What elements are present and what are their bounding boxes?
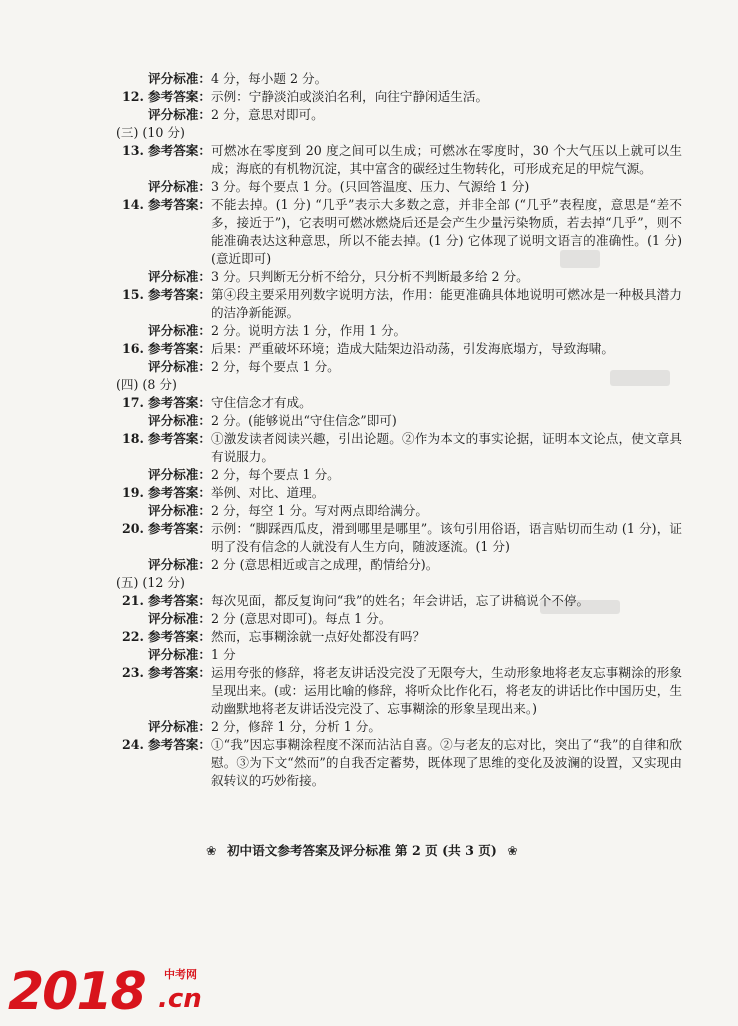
answer-text: ①激发读者阅读兴趣，引出论题。②作为本文的事实论据，证明本文论点，使文章具有说服力。 <box>210 431 682 464</box>
scoring-21 <box>122 610 682 628</box>
scoring-label: 评分标准： <box>148 71 211 86</box>
scoring-label: 评分标准： <box>148 323 211 338</box>
answer-text: 然而，忘事糊涂就一点好处都没有吗？ <box>210 629 426 644</box>
scoring-text: 3 分。每个要点 1 分。(只回答温度、压力、气源给 1 分) <box>210 179 530 194</box>
answer-label: 参考答案： <box>148 665 211 680</box>
question-number: 14. <box>122 197 144 212</box>
section-title: (四) (8 分) <box>116 377 177 392</box>
answer-17 <box>122 394 682 412</box>
answer-content <box>116 70 682 790</box>
answer-label: 参考答案： <box>148 431 211 446</box>
question-number: 17. <box>122 395 144 410</box>
scoring-text: 2 分，每空 1 分。写对两点即给满分。 <box>210 503 428 518</box>
answer-label: 参考答案： <box>148 341 211 356</box>
scoring-16 <box>122 358 682 376</box>
answer-label: 参考答案： <box>148 287 211 302</box>
scoring-label: 评分标准： <box>148 647 211 662</box>
question-number: 23. <box>122 665 144 680</box>
scoring-text: 2 分 (意思相近或言之成理，酌情给分)。 <box>210 557 439 572</box>
logo-number: 2018 <box>8 962 145 1022</box>
logo-subtitle: 中考网 <box>164 968 197 981</box>
scoring-label: 评分标准： <box>148 359 211 374</box>
scoring-text: 1 分 <box>210 647 236 662</box>
scoring-label: 评分标准： <box>148 719 211 734</box>
answer-label: 参考答案： <box>148 89 211 104</box>
logo-domain: .cn <box>158 984 202 1014</box>
answer-12 <box>122 88 682 106</box>
question-number: 24. <box>122 737 144 752</box>
answer-21 <box>122 592 682 610</box>
question-number: 16. <box>122 341 144 356</box>
section-heading-3 <box>116 124 682 142</box>
page-footer <box>200 840 580 859</box>
question-number: 15. <box>122 287 144 302</box>
answer-24 <box>122 736 682 790</box>
scoring-text: 2 分。(能够说出“守住信念”即可) <box>210 413 397 428</box>
answer-text: 举例、对比、道理。 <box>210 485 325 500</box>
question-number: 19. <box>122 485 144 500</box>
flower-icon: ❀ <box>206 843 217 858</box>
scoring-17 <box>122 412 682 430</box>
question-number: 13. <box>122 143 144 158</box>
answer-text: 每次见面，都反复询问“我”的姓名；年会讲话，忘了讲稿说个不停。 <box>210 593 590 608</box>
answer-label: 参考答案： <box>148 197 211 212</box>
scoring-label: 评分标准： <box>148 557 211 572</box>
scoring-text: 2 分，每个要点 1 分。 <box>210 359 340 374</box>
section-heading-5 <box>116 574 682 592</box>
answer-16 <box>122 340 682 358</box>
scoring-label: 评分标准： <box>148 107 211 122</box>
scoring-12 <box>122 106 682 124</box>
question-number: 18. <box>122 431 144 446</box>
answer-text: 不能去掉。(1 分) “几乎”表示大多数之意，并非全部 (“几乎”表程度，意思是“差不多，接近于”)，它表明可燃冰燃烧后还是会产生少量污染物质，若去掉“几乎”，则不能准确表达这种意思，所以不能去掉。(1 分) 它体现了说明文语言的准确性。(1 分) (意近即可) <box>210 197 682 266</box>
scoring-label: 评分标准： <box>148 503 211 518</box>
answer-22 <box>122 628 682 646</box>
site-watermark-logo <box>8 962 208 1022</box>
answer-13 <box>122 142 682 178</box>
question-number: 20. <box>122 521 144 536</box>
scoring-text: 3 分。只判断无分析不给分，只分析不判断最多给 2 分。 <box>210 269 529 284</box>
scoring-label: 评分标准： <box>148 467 211 482</box>
scoring-19 <box>122 502 682 520</box>
answer-18 <box>122 430 682 466</box>
answer-19 <box>122 484 682 502</box>
flower-icon: ❀ <box>507 843 518 858</box>
answer-text: ①“我”因忘事糊涂程度不深而沾沾自喜。②与老友的忘对比，突出了“我”的自律和欣慰。③为下文“然而”的自我否定蓄势，既体现了思维的变化及波澜的设置，又实现由叙转议的巧妙衔接。 <box>210 737 682 788</box>
answer-label: 参考答案： <box>148 521 211 536</box>
scoring-text: 2 分 (意思对即可)。每点 1 分。 <box>210 611 392 626</box>
answer-label: 参考答案： <box>148 395 211 410</box>
answer-label: 参考答案： <box>148 737 211 752</box>
question-number: 21. <box>122 593 144 608</box>
answer-label: 参考答案： <box>148 629 211 644</box>
answer-23 <box>122 664 682 718</box>
scoring-text: 2 分，修辞 1 分，分析 1 分。 <box>210 719 381 734</box>
answer-14 <box>122 196 682 268</box>
answer-20 <box>122 520 682 556</box>
answer-text: 示例：“脚踩西瓜皮，滑到哪里是哪里”。该句引用俗语，语言贴切而生动 (1 分)，证明了没有信念的人就没有人生方向，随波逐流。(1 分) <box>210 521 682 554</box>
scoring-15 <box>122 322 682 340</box>
section-heading-4 <box>116 376 682 394</box>
scoring-20 <box>122 556 682 574</box>
scoring-18 <box>122 466 682 484</box>
scoring-14 <box>122 268 682 286</box>
answer-text: 后果：严重破坏环境；造成大陆架边沿动荡，引发海底塌方，导致海啸。 <box>210 341 614 356</box>
question-number: 22. <box>122 629 144 644</box>
scoring-13 <box>122 178 682 196</box>
answer-label: 参考答案： <box>148 593 211 608</box>
scoring-label: 评分标准： <box>148 413 211 428</box>
answer-text: 守住信念才有成。 <box>210 395 312 410</box>
scoring-line <box>122 70 682 88</box>
scoring-text: 4 分，每小题 2 分。 <box>210 71 328 86</box>
answer-label: 参考答案： <box>148 143 211 158</box>
scoring-label: 评分标准： <box>148 269 211 284</box>
answer-text: 可燃冰在零度到 20 度之间可以生成；可燃冰在零度时，30 个大气压以上就可以生成；海底的有机物沉淀，其中富含的碳经过生物转化，可形成充足的甲烷气源。 <box>210 143 682 176</box>
scoring-23 <box>122 718 682 736</box>
section-title: (五) (12 分) <box>116 575 185 590</box>
scoring-label: 评分标准： <box>148 179 211 194</box>
scoring-text: 2 分，每个要点 1 分。 <box>210 467 340 482</box>
answer-text: 第④段主要采用列数字说明方法，作用：能更准确具体地说明可燃冰是一种极具潜力的洁净新能源。 <box>210 287 682 320</box>
scoring-text: 2 分。说明方法 1 分，作用 1 分。 <box>210 323 407 338</box>
scoring-22 <box>122 646 682 664</box>
question-number: 12. <box>122 89 144 104</box>
footer-text: 初中语文参考答案及评分标准 第 2 页 (共 3 页) <box>226 843 497 858</box>
answer-text: 示例：宁静淡泊或淡泊名利，向往宁静闲适生活。 <box>210 89 489 104</box>
section-title: (三) (10 分) <box>116 125 185 140</box>
answer-text: 运用夸张的修辞，将老友讲话没完没了无限夸大，生动形象地将老友忘事糊涂的形象呈现出来。(或：运用比喻的修辞，将听众比作化石，将老友的讲话比作中国历史，生动幽默地将老友讲话没完没了、忘事糊涂的形象呈现出来。) <box>210 665 682 716</box>
scoring-text: 2 分，意思对即可。 <box>210 107 324 122</box>
scoring-label: 评分标准： <box>148 611 211 626</box>
answer-15 <box>122 286 682 322</box>
answer-label: 参考答案： <box>148 485 211 500</box>
